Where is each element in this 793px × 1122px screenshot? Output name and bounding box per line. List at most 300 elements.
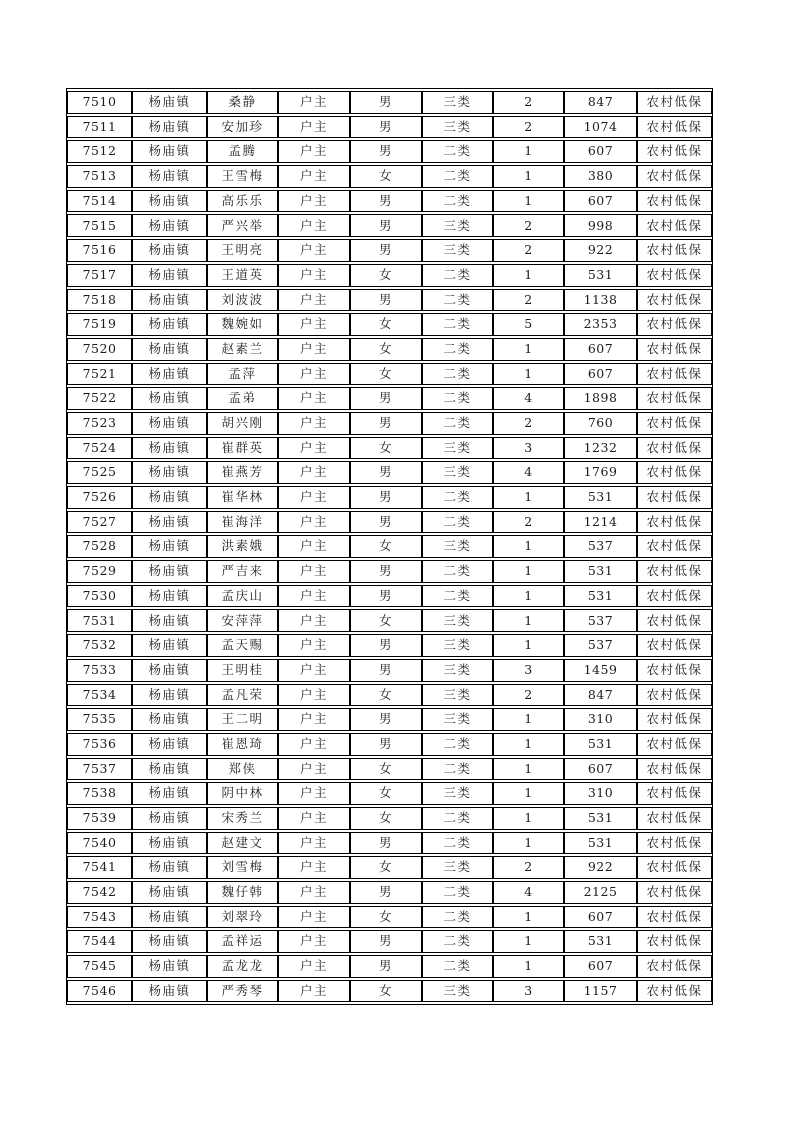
cell-subsidy-type: 农村低保 [637,832,712,855]
table-row [67,560,712,583]
cell-person-count: 1 [493,906,564,929]
table-row [67,881,712,904]
cell-person-count: 1 [493,585,564,608]
cell-town: 杨庙镇 [132,832,207,855]
cell-gender: 男 [350,412,422,435]
cell-town: 杨庙镇 [132,190,207,213]
cell-relation: 户主 [278,906,350,929]
cell-person-count: 1 [493,807,564,830]
cell-gender: 男 [350,708,422,731]
cell-category: 二类 [422,930,493,953]
cell-relation: 户主 [278,437,350,460]
cell-gender: 男 [350,116,422,139]
cell-relation: 户主 [278,881,350,904]
cell-person-count: 1 [493,609,564,632]
cell-category: 二类 [422,338,493,361]
cell-town: 杨庙镇 [132,461,207,484]
cell-subsidy-type: 农村低保 [637,165,712,188]
cell-gender: 男 [350,461,422,484]
cell-serial-number: 7519 [67,313,132,336]
cell-relation: 户主 [278,782,350,805]
table-row [67,782,712,805]
cell-person-count: 2 [493,116,564,139]
cell-town: 杨庙镇 [132,511,207,534]
cell-amount: 1769 [564,461,637,484]
cell-person-count: 1 [493,338,564,361]
cell-relation: 户主 [278,338,350,361]
cell-town: 杨庙镇 [132,412,207,435]
table-row [67,684,712,707]
cell-town: 杨庙镇 [132,239,207,262]
cell-relation: 户主 [278,461,350,484]
cell-category: 二类 [422,165,493,188]
cell-category: 三类 [422,980,493,1003]
cell-category: 二类 [422,140,493,163]
cell-category: 三类 [422,684,493,707]
cell-amount: 531 [564,585,637,608]
cell-name: 崔群英 [207,437,278,460]
cell-relation: 户主 [278,708,350,731]
cell-serial-number: 7526 [67,486,132,509]
cell-serial-number: 7531 [67,609,132,632]
cell-person-count: 3 [493,659,564,682]
table-row [67,214,712,237]
cell-name: 崔燕芳 [207,461,278,484]
cell-gender: 女 [350,758,422,781]
cell-serial-number: 7511 [67,116,132,139]
cell-town: 杨庙镇 [132,338,207,361]
cell-subsidy-type: 农村低保 [637,684,712,707]
cell-gender: 男 [350,289,422,312]
cell-relation: 户主 [278,116,350,139]
cell-amount: 310 [564,708,637,731]
cell-relation: 户主 [278,165,350,188]
cell-relation: 户主 [278,511,350,534]
cell-town: 杨庙镇 [132,856,207,879]
cell-subsidy-type: 农村低保 [637,906,712,929]
table-row [67,338,712,361]
table-row [67,758,712,781]
cell-amount: 537 [564,535,637,558]
cell-person-count: 1 [493,140,564,163]
cell-subsidy-type: 农村低保 [637,560,712,583]
cell-relation: 户主 [278,733,350,756]
cell-amount: 531 [564,832,637,855]
cell-name: 严兴举 [207,214,278,237]
cell-category: 二类 [422,313,493,336]
cell-relation: 户主 [278,486,350,509]
cell-serial-number: 7512 [67,140,132,163]
cell-relation: 户主 [278,387,350,410]
cell-gender: 女 [350,684,422,707]
cell-amount: 310 [564,782,637,805]
cell-gender: 女 [350,165,422,188]
welfare-roster-table [66,88,713,1005]
table-row [67,832,712,855]
cell-relation: 户主 [278,930,350,953]
cell-relation: 户主 [278,560,350,583]
cell-name: 王明亮 [207,239,278,262]
cell-serial-number: 7527 [67,511,132,534]
cell-name: 王道英 [207,264,278,287]
cell-subsidy-type: 农村低保 [637,511,712,534]
table-row [67,264,712,287]
cell-name: 王二明 [207,708,278,731]
table-row [67,659,712,682]
cell-relation: 户主 [278,363,350,386]
cell-serial-number: 7529 [67,560,132,583]
table-row [67,190,712,213]
table-row [67,609,712,632]
cell-relation: 户主 [278,289,350,312]
table-row [67,955,712,978]
cell-person-count: 2 [493,412,564,435]
cell-town: 杨庙镇 [132,634,207,657]
cell-subsidy-type: 农村低保 [637,116,712,139]
cell-category: 三类 [422,782,493,805]
cell-amount: 922 [564,239,637,262]
cell-town: 杨庙镇 [132,684,207,707]
cell-gender: 男 [350,560,422,583]
cell-town: 杨庙镇 [132,437,207,460]
cell-amount: 531 [564,807,637,830]
cell-subsidy-type: 农村低保 [637,807,712,830]
cell-subsidy-type: 农村低保 [637,659,712,682]
cell-subsidy-type: 农村低保 [637,881,712,904]
cell-relation: 户主 [278,239,350,262]
cell-town: 杨庙镇 [132,585,207,608]
cell-amount: 537 [564,634,637,657]
cell-amount: 1898 [564,387,637,410]
cell-subsidy-type: 农村低保 [637,782,712,805]
cell-serial-number: 7521 [67,363,132,386]
cell-person-count: 3 [493,980,564,1003]
cell-person-count: 4 [493,387,564,410]
cell-category: 二类 [422,955,493,978]
cell-amount: 607 [564,363,637,386]
cell-serial-number: 7532 [67,634,132,657]
cell-category: 三类 [422,239,493,262]
cell-gender: 女 [350,437,422,460]
cell-gender: 男 [350,140,422,163]
cell-town: 杨庙镇 [132,609,207,632]
table-row [67,289,712,312]
cell-relation: 户主 [278,955,350,978]
cell-gender: 女 [350,980,422,1003]
table-row [67,486,712,509]
cell-name: 王明桂 [207,659,278,682]
cell-town: 杨庙镇 [132,955,207,978]
cell-subsidy-type: 农村低保 [637,486,712,509]
cell-serial-number: 7543 [67,906,132,929]
cell-person-count: 4 [493,461,564,484]
cell-name: 高乐乐 [207,190,278,213]
cell-gender: 女 [350,807,422,830]
table-row [67,980,712,1003]
cell-person-count: 1 [493,363,564,386]
cell-serial-number: 7538 [67,782,132,805]
cell-person-count: 2 [493,239,564,262]
cell-serial-number: 7513 [67,165,132,188]
cell-amount: 380 [564,165,637,188]
table-row [67,313,712,336]
cell-relation: 户主 [278,91,350,114]
cell-subsidy-type: 农村低保 [637,289,712,312]
cell-person-count: 1 [493,634,564,657]
cell-amount: 1138 [564,289,637,312]
cell-name: 刘翠玲 [207,906,278,929]
table-row [67,116,712,139]
cell-town: 杨庙镇 [132,560,207,583]
cell-category: 二类 [422,264,493,287]
table-row [67,733,712,756]
cell-gender: 男 [350,190,422,213]
cell-name: 魏仔韩 [207,881,278,904]
cell-town: 杨庙镇 [132,807,207,830]
cell-serial-number: 7525 [67,461,132,484]
cell-serial-number: 7515 [67,214,132,237]
cell-person-count: 4 [493,881,564,904]
cell-amount: 531 [564,930,637,953]
cell-town: 杨庙镇 [132,535,207,558]
cell-town: 杨庙镇 [132,782,207,805]
cell-amount: 607 [564,338,637,361]
cell-name: 崔恩琦 [207,733,278,756]
cell-category: 三类 [422,856,493,879]
cell-gender: 男 [350,486,422,509]
cell-gender: 男 [350,930,422,953]
cell-name: 孟腾 [207,140,278,163]
cell-serial-number: 7545 [67,955,132,978]
cell-category: 二类 [422,486,493,509]
cell-subsidy-type: 农村低保 [637,535,712,558]
cell-subsidy-type: 农村低保 [637,461,712,484]
cell-person-count: 2 [493,289,564,312]
cell-town: 杨庙镇 [132,264,207,287]
cell-gender: 男 [350,239,422,262]
cell-person-count: 1 [493,535,564,558]
cell-gender: 男 [350,634,422,657]
cell-person-count: 1 [493,264,564,287]
table-row [67,585,712,608]
cell-name: 崔海洋 [207,511,278,534]
cell-name: 孟凡荣 [207,684,278,707]
cell-person-count: 1 [493,930,564,953]
cell-town: 杨庙镇 [132,708,207,731]
roster-body [67,91,712,1002]
cell-serial-number: 7528 [67,535,132,558]
cell-category: 三类 [422,116,493,139]
cell-subsidy-type: 农村低保 [637,91,712,114]
cell-gender: 女 [350,338,422,361]
cell-name: 胡兴刚 [207,412,278,435]
cell-person-count: 1 [493,486,564,509]
cell-serial-number: 7523 [67,412,132,435]
cell-subsidy-type: 农村低保 [637,609,712,632]
cell-town: 杨庙镇 [132,91,207,114]
cell-town: 杨庙镇 [132,387,207,410]
cell-name: 崔华林 [207,486,278,509]
cell-subsidy-type: 农村低保 [637,930,712,953]
cell-category: 三类 [422,634,493,657]
cell-amount: 1157 [564,980,637,1003]
cell-serial-number: 7536 [67,733,132,756]
cell-subsidy-type: 农村低保 [637,140,712,163]
cell-name: 郑侠 [207,758,278,781]
cell-name: 刘波波 [207,289,278,312]
table-row [67,165,712,188]
cell-category: 三类 [422,461,493,484]
cell-subsidy-type: 农村低保 [637,338,712,361]
cell-person-count: 2 [493,511,564,534]
cell-person-count: 1 [493,782,564,805]
cell-category: 二类 [422,363,493,386]
cell-town: 杨庙镇 [132,758,207,781]
table-row [67,387,712,410]
cell-serial-number: 7540 [67,832,132,855]
cell-subsidy-type: 农村低保 [637,264,712,287]
cell-category: 二类 [422,560,493,583]
cell-name: 桑静 [207,91,278,114]
cell-amount: 847 [564,684,637,707]
cell-relation: 户主 [278,758,350,781]
cell-relation: 户主 [278,832,350,855]
cell-person-count: 1 [493,708,564,731]
cell-name: 孟祥运 [207,930,278,953]
cell-town: 杨庙镇 [132,165,207,188]
cell-category: 二类 [422,511,493,534]
table-row [67,906,712,929]
table-row [67,930,712,953]
cell-name: 刘雪梅 [207,856,278,879]
cell-relation: 户主 [278,214,350,237]
cell-gender: 女 [350,856,422,879]
cell-gender: 女 [350,782,422,805]
cell-subsidy-type: 农村低保 [637,980,712,1003]
cell-name: 安萍萍 [207,609,278,632]
cell-serial-number: 7516 [67,239,132,262]
cell-subsidy-type: 农村低保 [637,585,712,608]
table-row [67,91,712,114]
cell-category: 二类 [422,758,493,781]
cell-serial-number: 7541 [67,856,132,879]
cell-town: 杨庙镇 [132,881,207,904]
cell-gender: 女 [350,363,422,386]
cell-subsidy-type: 农村低保 [637,634,712,657]
cell-amount: 607 [564,190,637,213]
table-row [67,511,712,534]
cell-name: 孟天赐 [207,634,278,657]
cell-amount: 760 [564,412,637,435]
cell-category: 三类 [422,214,493,237]
cell-amount: 537 [564,609,637,632]
cell-category: 二类 [422,387,493,410]
cell-amount: 607 [564,955,637,978]
cell-town: 杨庙镇 [132,289,207,312]
cell-amount: 2353 [564,313,637,336]
cell-relation: 户主 [278,634,350,657]
cell-amount: 2125 [564,881,637,904]
cell-amount: 1459 [564,659,637,682]
cell-serial-number: 7546 [67,980,132,1003]
cell-name: 孟龙龙 [207,955,278,978]
cell-relation: 户主 [278,412,350,435]
cell-person-count: 5 [493,313,564,336]
cell-town: 杨庙镇 [132,313,207,336]
cell-subsidy-type: 农村低保 [637,363,712,386]
cell-gender: 女 [350,535,422,558]
cell-subsidy-type: 农村低保 [637,758,712,781]
cell-amount: 531 [564,486,637,509]
cell-category: 二类 [422,881,493,904]
cell-gender: 男 [350,832,422,855]
cell-amount: 1074 [564,116,637,139]
cell-category: 三类 [422,659,493,682]
cell-amount: 607 [564,758,637,781]
table-row [67,437,712,460]
cell-serial-number: 7542 [67,881,132,904]
cell-name: 严秀琴 [207,980,278,1003]
cell-name: 魏婉如 [207,313,278,336]
cell-relation: 户主 [278,585,350,608]
cell-gender: 男 [350,585,422,608]
table-row [67,634,712,657]
cell-category: 三类 [422,91,493,114]
cell-relation: 户主 [278,313,350,336]
cell-town: 杨庙镇 [132,214,207,237]
cell-category: 三类 [422,535,493,558]
cell-person-count: 1 [493,560,564,583]
cell-amount: 847 [564,91,637,114]
cell-subsidy-type: 农村低保 [637,214,712,237]
cell-subsidy-type: 农村低保 [637,955,712,978]
cell-name: 孟弟 [207,387,278,410]
cell-serial-number: 7517 [67,264,132,287]
cell-name: 王雪梅 [207,165,278,188]
cell-name: 宋秀兰 [207,807,278,830]
cell-serial-number: 7520 [67,338,132,361]
table-row [67,363,712,386]
cell-subsidy-type: 农村低保 [637,313,712,336]
cell-subsidy-type: 农村低保 [637,856,712,879]
cell-person-count: 3 [493,437,564,460]
cell-relation: 户主 [278,535,350,558]
cell-relation: 户主 [278,264,350,287]
cell-gender: 女 [350,313,422,336]
cell-relation: 户主 [278,856,350,879]
table-row [67,856,712,879]
cell-serial-number: 7524 [67,437,132,460]
table-row [67,140,712,163]
cell-gender: 男 [350,214,422,237]
cell-category: 三类 [422,708,493,731]
cell-gender: 男 [350,659,422,682]
cell-serial-number: 7510 [67,91,132,114]
cell-gender: 男 [350,733,422,756]
table-row [67,461,712,484]
table-row [67,807,712,830]
table-row [67,239,712,262]
cell-subsidy-type: 农村低保 [637,190,712,213]
cell-category: 二类 [422,190,493,213]
cell-serial-number: 7522 [67,387,132,410]
cell-serial-number: 7544 [67,930,132,953]
cell-serial-number: 7530 [67,585,132,608]
cell-town: 杨庙镇 [132,930,207,953]
cell-person-count: 1 [493,165,564,188]
cell-category: 二类 [422,585,493,608]
cell-gender: 女 [350,264,422,287]
